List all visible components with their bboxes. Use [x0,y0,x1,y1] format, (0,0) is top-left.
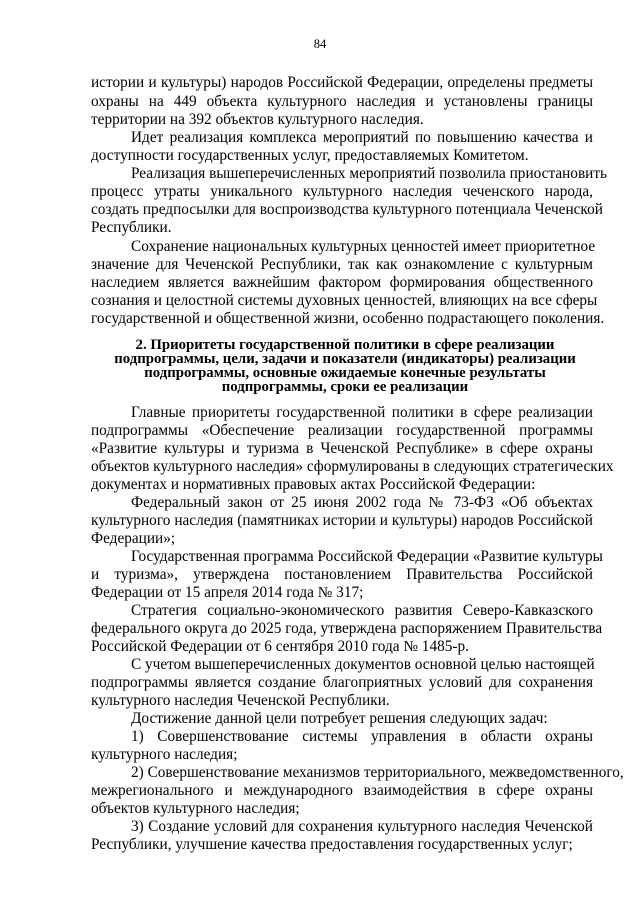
text-line: Сохранение национальных культурных ценностей имеет приоритетное [131,238,596,255]
text-line: Достижение данной цели потребует решения следующих задач: [131,710,548,727]
text-line: Республики. [91,219,172,236]
text-line: истории и культуры) народов Российской Федерации, определены предметы [91,74,593,91]
text-line: Реализация вышеперечисленных мероприятий позволила приостановить [131,165,608,182]
text-line: С учетом вышеперечисленных документов основной целью настоящей [131,656,595,673]
text-line: федерального округа до 2025 года, утверждена распоряжением Правительства [91,620,603,637]
text-line: процесс утраты уникального культурного наследия чеченского народа, [91,183,593,200]
text-line: подпрограммы является создание благоприятных условий для сохранения [91,674,593,691]
text-line: 2) Совершенствование механизмов территориального, межведомственного, [131,764,624,781]
text-line: 3) Создание условий для сохранения культурного наследия Чеченской [131,818,593,835]
text-line: доступности государственных услуг, предоставляемых Комитетом. [91,147,529,164]
text-line: Стратегия социально-экономического развития Северо-Кавказского [131,602,593,619]
text-line: документах и нормативных правовых актах Российской Федерации: [91,476,536,493]
text-line: «Развитие культуры и туризма в Чеченской Республике» в сфере охраны [91,440,593,457]
section-heading-line: подпрограммы, основные ожидаемые конечные результаты [144,365,546,381]
text-line: объектов культурного наследия; [91,800,300,817]
text-line: наследием является важнейшим фактором формирования общественного [91,274,593,291]
text-line: сознания и целостной системы духовных ценностей, влияющих на все сферы [91,292,598,309]
text-line: и туризма», утверждена постановлением Правительства Российской [91,566,593,583]
text-line: культурного наследия (памятниках истории и культуры) народов Российской [91,512,593,529]
text-line: Идет реализация комплекса мероприятий по повышению качества и [131,129,593,146]
page-number: 84 [313,37,327,51]
text-line: Главные приоритеты государственной политики в сфере реализации [131,404,593,421]
text-line: Федеральный закон от 25 июня 2002 года № 73-ФЗ «Об объектах [131,494,593,511]
text-line: культурного наследия Чеченской Республики. [91,692,390,709]
section-heading-line: 2. Приоритеты государственной политики в сфере реализации [135,337,555,353]
text-line: Российской Федерации от 6 сентября 2010 года № 1485-р. [91,638,469,655]
text-line: Федерации»; [91,530,176,547]
text-line: 1) Совершенствование системы управления в области охраны [131,728,593,745]
text-line: объектов культурного наследия» сформулированы в следующих стратегических [91,458,614,475]
text-line: значение для Чеченской Республики, так как ознакомление с культурным [91,256,593,273]
text-line: культурного наследия; [91,746,238,763]
text-line: охраны на 449 объекта культурного наследия и установлены границы [91,93,593,110]
section-heading-line: подпрограммы, сроки ее реализации [221,379,469,395]
text-line: межрегионального и международного взаимодействия в сфере охраны [91,782,593,799]
text-line: Государственная программа Российской Федерации «Развитие культуры [131,548,603,565]
text-line: Республики, улучшение качества предоставления государственных услуг; [91,836,573,853]
text-line: государственной и общественной жизни, особенно подрастающего поколения. [91,310,605,327]
section-heading-line: подпрограммы, цели, задачи и показатели (индикаторы) реализации [114,351,576,367]
text-line: создать предпосылки для воспроизводства культурного потенциала Чеченской [91,201,603,218]
text-line: территории на 392 объектов культурного наследия. [91,111,424,128]
text-line: подпрограммы «Обеспечение реализации государственной программы [91,422,593,439]
text-line: Федерации от 15 апреля 2014 года № 317; [91,584,364,601]
